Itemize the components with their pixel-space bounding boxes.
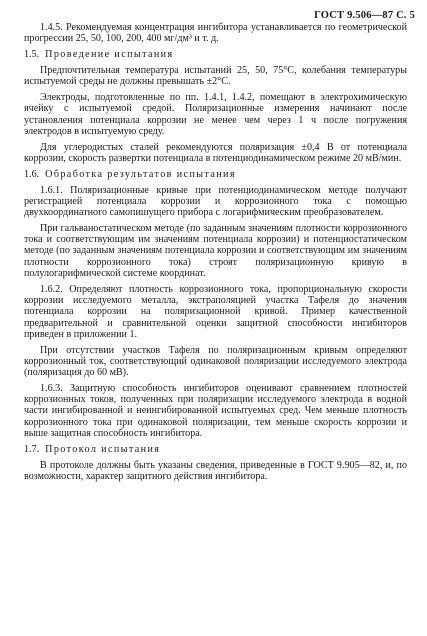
paragraph-electrodes: Электроды, подготовленные по пп. 1.4.1, 1.4.2, помещают в электрохимическую ячейку с испытуемой средой. Поляризационные измерения начинают после установления потенциала коррозии не менее чем через 1 ч после погружения электродов в испытуемую среду. — [24, 92, 407, 137]
section-title: Проведение испытания — [45, 49, 174, 61]
paragraph-galvanostatic: При гальваностатическом методе (по заданным значениям плотности коррозионного тока и соответствующим им значениям потенциала коррозии) и потенциостатическом методе (по заданным значениям потенциала коррозии и соответствующим им значениям плотности коррозионного тока) строят поляризационную кривую в полулогарифмической системе координат. — [24, 222, 407, 279]
page-body — [24, 22, 407, 487]
paragraph-temperature: Предпочтительная температура испытаний 25, 50, 75°С, колебания температуры испытуемой среды не должны превышать ±2°С. — [24, 64, 407, 88]
page-header: ГОСТ 9.506—87 С. 5 — [314, 10, 415, 21]
section-number: 1.5. — [24, 49, 40, 61]
section-number: 1.6. — [24, 168, 40, 180]
section-title: Обработка результатов испытания — [45, 168, 236, 180]
paragraph-protocol: В протоколе должны быть указаны сведения, приведенные в ГОСТ 9.905—82, и, по возможности, характер защитного действия ингибитора. — [24, 459, 407, 482]
section-heading-1-6 — [24, 169, 407, 180]
section-heading-1-7 — [24, 444, 407, 455]
paragraph-1-4-5: 1.4.5. Рекомендуемая концентрация ингибитора устанавливается по геометрической прогрессии 25, 50, 100, 200, 400 мг/дм³ и т. д. — [24, 22, 407, 45]
paragraph-tafel-absent: При отсутствии участков Тафеля по поляризационным кривым определяют коррозионный ток, соответствующий одинаковой поляризации исследуемого электрода (поляризация до 60 мВ). — [24, 344, 407, 379]
paragraph-1-6-2: 1.6.2. Определяют плотность коррозионного тока, пропорциональную скорости коррозии исследуемого металла, экстраполяцией участка Тафеля до значения потенциала коррозии на поляризационной кривой. Пример качественной предварительной и сравнительной оценки защитной способности ингибиторов приведен в приложении 1. — [24, 283, 407, 340]
paragraph-1-6-3: 1.6.3. Защитную способность ингибиторов оценивают сравнением плотностей коррозионных токов, полученных при поляризации исследуемого электрода в водной части ингибированной и неингибированной испытуемых сред. Чем меньше плотность коррозионного тока при одинаковой поляризации, тем меньше скорость коррозии и выше защитная способность ингибитора. — [24, 382, 407, 439]
section-heading-1-5 — [24, 49, 407, 60]
paragraph-polarization: Для углеродистых сталей рекомендуются поляризация ±0,4 В от потенциала коррозии, скорость развертки потенциала в потенциодинамическом режиме 20 мВ/мин. — [24, 141, 407, 164]
paragraph-1-6-1: 1.6.1. Поляризационные кривые при потенциодинамическом методе получают регистрацией потенциала коррозии и коррозионного тока с помощью двухкоординатного самопишущего прибора с логарифмическим преобразователем. — [24, 184, 407, 219]
section-number: 1.7. — [24, 443, 40, 455]
section-title: Протокол испытания — [45, 443, 161, 455]
